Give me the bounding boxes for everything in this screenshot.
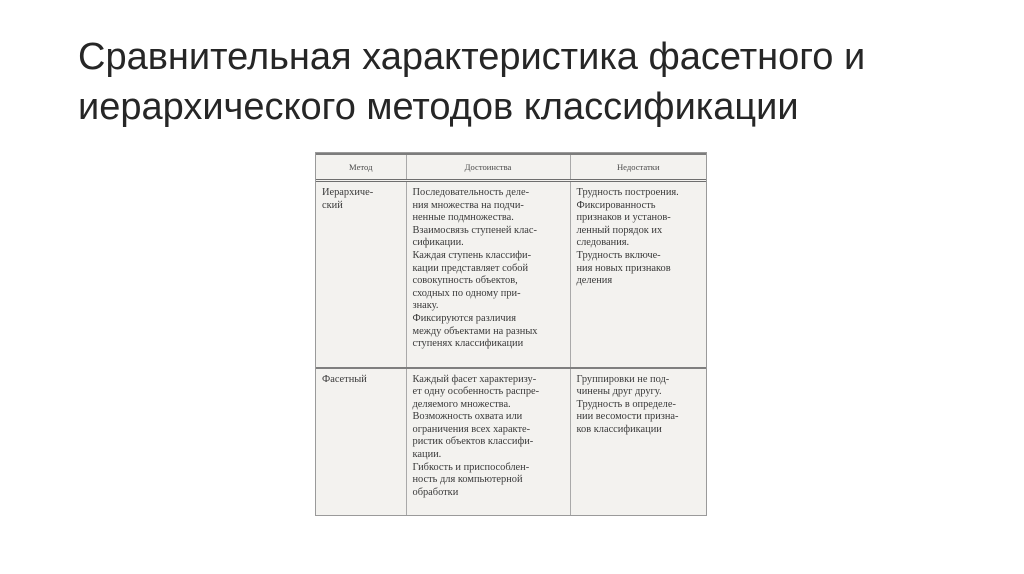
text-line: Гибкость и приспособлен- (412, 461, 530, 473)
table-row-facet (316, 368, 706, 516)
text-line: Фиксированность (576, 199, 656, 211)
text-line: ленный порядок их (576, 224, 663, 236)
text-line: Взаимосвязь ступеней клас- (412, 224, 537, 236)
table-row-hierarchical (316, 181, 706, 368)
text-line: сификации. (412, 237, 464, 249)
text-line: Фиксируются различия (412, 312, 516, 324)
text-line: ограничения всех характе- (412, 423, 531, 435)
text-line: Последовательность деле- (412, 187, 530, 198)
cell-advantages (406, 181, 570, 368)
text-line: ния новых признаков (576, 262, 671, 274)
text-line: нии весомости призна- (576, 411, 679, 423)
text-line: Иерархиче- (322, 187, 374, 198)
text-line: Трудность в определе- (576, 398, 676, 410)
title-line-2: иерархического методов классификации (78, 86, 799, 128)
comparison-table (316, 153, 706, 515)
cell-advantages (406, 368, 570, 516)
text-line: чинены друг другу. (576, 386, 662, 398)
text-line: ния множества на подчи- (412, 199, 524, 211)
text-line: ет одну особенность распре- (412, 386, 540, 398)
text-line: Каждый фасет характеризу- (412, 373, 537, 385)
header-advantages: Достоинства (406, 154, 570, 181)
text-line: Трудность включе- (576, 249, 661, 261)
text-line: деления (576, 275, 613, 287)
text-line: знаку. (412, 300, 439, 312)
text-line: кации представляет собой (412, 262, 529, 274)
text-line: совокупность объектов, (412, 275, 518, 287)
text-line: признаков и установ- (576, 212, 671, 224)
slide-title (78, 32, 998, 132)
text-line: Каждая ступень классифи- (412, 249, 532, 261)
cell-disadvantages (570, 181, 706, 368)
text-line: Группировки не под- (576, 373, 670, 385)
text-line: Возможность охвата или (412, 411, 523, 423)
header-disadvantages: Недостатки (570, 154, 706, 181)
table-header-row (316, 154, 706, 181)
cell-disadvantages (570, 368, 706, 516)
text-line: ступенях классификации (412, 338, 524, 350)
text-line: Трудность построения. (576, 187, 679, 198)
cell-method (316, 368, 406, 516)
comparison-table-image (315, 152, 707, 516)
text-line: между объектами на разных (412, 325, 538, 337)
text-line: кации. (412, 449, 442, 461)
text-line: деляемого множества. (412, 398, 511, 410)
text-line: обработки (412, 486, 459, 498)
cell-method (316, 181, 406, 368)
title-line-1: Сравнительная характеристика фасетного и (78, 36, 866, 78)
text-line: сходных по одному при- (412, 287, 521, 299)
text-line: ков классификации (576, 423, 662, 435)
text-line: следования. (576, 237, 630, 249)
header-method: Метод (316, 154, 406, 181)
text-line: ристик объектов классифи- (412, 436, 534, 448)
text-line: ский (322, 199, 343, 211)
text-line: ненные подмножества. (412, 212, 514, 224)
text-line: ность для компьютерной (412, 474, 523, 486)
text-line: Фасетный (322, 373, 367, 385)
